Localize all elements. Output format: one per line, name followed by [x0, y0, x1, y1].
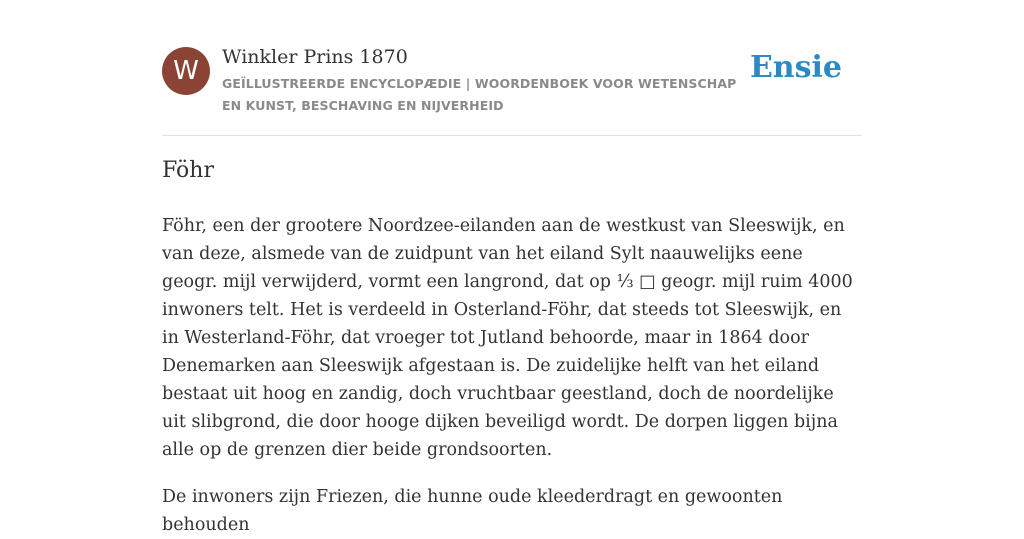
article-paragraph: De inwoners zijn Friezen, die hunne oude kleederdragt en gewoonten behouden	[162, 487, 783, 535]
article-paragraph: Föhr, een der grootere Noordzee-eilanden aan de westkust van Sleeswijk, en van deze, alsmede van de zuidpunt van het eiland Sylt naauwelijks eene geogr. mijl verwijderd, vormt een langrond, dat op ⅓ □ geogr. mijl ruim 4000 inwoners telt. Het is verdeeld in Osterland-Föhr, dat steeds tot Sleeswijk, en in Westerland-Föhr, dat vroeger tot Jutland behoorde, maar in 1864 door Denemarken aan Sleeswijk afgestaan is. De zuidelijke helft van het eiland bestaat uit hoog en zandig, doch vruchtbaar geestland, doch de noordelijke uit slibgrond, die door hooge dijken beveiligd wordt. De dorpen liggen bijna alle op de grenzen dier beide grondsoorten.	[162, 216, 853, 460]
ensie-logo[interactable]: Ensie	[749, 50, 842, 85]
source-avatar[interactable]: W	[162, 47, 210, 95]
source-subtitle: GEÏLLUSTREERDE ENCYCLOPÆDIE | WOORDENBOEK VOOR WETENSCHAP EN KUNST, BESCHAVING EN NIJVERHEID	[222, 76, 737, 113]
article-title: Föhr	[162, 158, 214, 183]
source-header	[162, 0, 862, 136]
source-title[interactable]: Winkler Prins 1870	[222, 46, 408, 68]
page-content	[162, 0, 862, 535]
